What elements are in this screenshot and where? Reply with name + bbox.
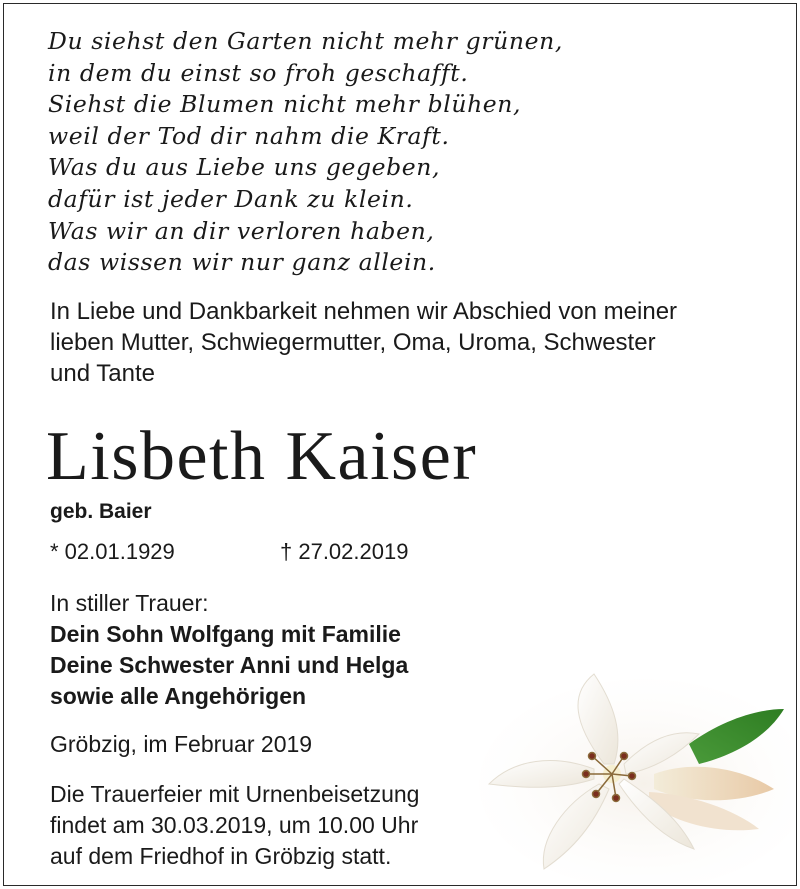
poem-line: Was du aus Liebe uns gegeben, [48, 153, 441, 182]
intro-text [50, 296, 770, 389]
mourner-line: sowie alle Angehörigen [50, 683, 307, 709]
poem-line: weil der Tod dir nahm die Kraft. [48, 121, 450, 150]
intro-line: In Liebe und Dankbarkeit nehmen wir Abschied von meiner [50, 298, 678, 325]
mourners-heading: In stiller Trauer: [50, 590, 209, 616]
lily-flower-icon [474, 664, 794, 884]
birth-date: * 02.01.1929 [50, 539, 175, 564]
service-line: auf dem Friedhof in Gröbzig statt. [50, 843, 392, 869]
intro-line: und Tante [50, 360, 155, 387]
poem-line: in dem du einst so froh geschafft. [48, 58, 469, 87]
service-info [50, 779, 419, 872]
service-line: findet am 30.03.2019, um 10.00 Uhr [50, 812, 419, 838]
poem-line: dafür ist jeder Dank zu klein. [48, 184, 414, 213]
service-line: Die Trauerfeier mit Urnenbeisetzung [50, 781, 420, 807]
life-dates [50, 539, 409, 565]
born-name: geb. Baier [50, 500, 152, 523]
place-date: Gröbzig, im Februar 2019 [50, 731, 313, 757]
mourners [50, 588, 408, 712]
obituary-frame [3, 3, 797, 886]
mourner-line: Deine Schwester Anni und Helga [50, 652, 409, 678]
poem [48, 26, 563, 279]
intro-line: lieben Mutter, Schwiegermutter, Oma, Uroma, Schwester [50, 329, 656, 356]
poem-line: Was wir an dir verloren haben, [48, 216, 435, 245]
deceased-name: Lisbeth Kaiser [46, 418, 478, 495]
poem-line: Siehst die Blumen nicht mehr blühen, [48, 90, 522, 119]
poem-line: Du siehst den Garten nicht mehr grünen, [48, 27, 563, 55]
death-date: † 27.02.2019 [280, 539, 409, 564]
poem-line: das wissen wir nur ganz allein. [48, 248, 436, 277]
mourner-line: Dein Sohn Wolfgang mit Familie [50, 621, 401, 647]
